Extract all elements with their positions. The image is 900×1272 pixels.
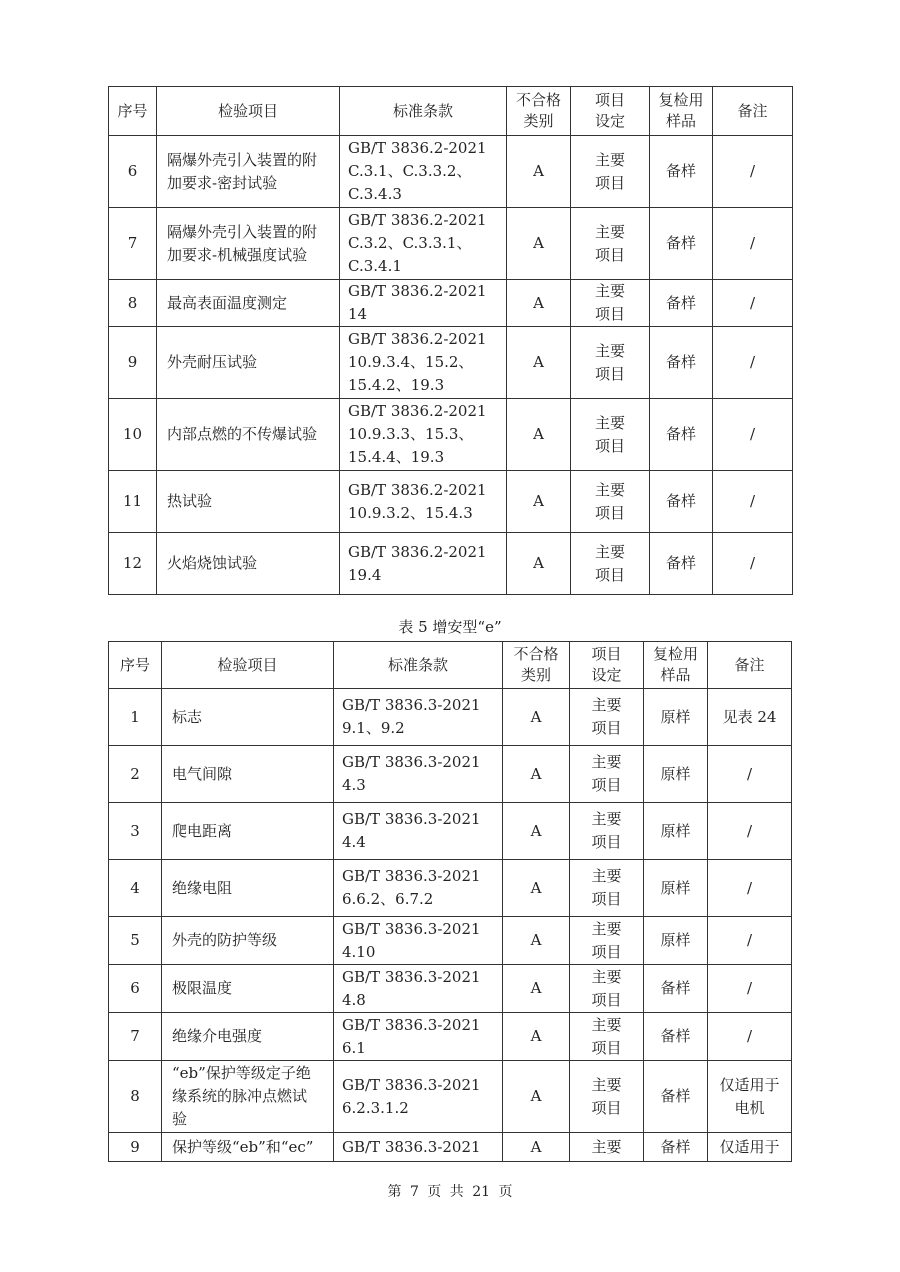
cell-remark: / <box>708 917 792 965</box>
table-row <box>109 689 792 746</box>
table-row <box>109 280 793 327</box>
cell-item: 保护等级“eb”和“ec” <box>162 1133 334 1162</box>
cell-seq: 5 <box>109 917 162 965</box>
header-sample: 复检用 样品 <box>650 87 713 136</box>
cell-sample: 备样 <box>650 208 713 280</box>
cell-standard: GB/T 3836.2-2021 10.9.3.2、15.4.3 <box>340 471 507 533</box>
cell-item: 最高表面温度测定 <box>157 280 340 327</box>
header-setting: 项目 设定 <box>571 87 650 136</box>
cell-seq: 7 <box>109 208 157 280</box>
cell-sample: 原样 <box>644 803 708 860</box>
cell-setting: 主要 项目 <box>570 917 644 965</box>
cell-sample: 备样 <box>650 136 713 208</box>
cell-remark: / <box>713 280 793 327</box>
cell-setting: 主要 项目 <box>570 746 644 803</box>
cell-setting: 主要 项目 <box>571 208 650 280</box>
cell-setting: 主要 项目 <box>571 533 650 595</box>
cell-setting: 主要 项目 <box>570 803 644 860</box>
cell-setting: 主要 项目 <box>571 327 650 399</box>
cell-standard: GB/T 3836.3-2021 4.4 <box>334 803 503 860</box>
cell-sample: 备样 <box>644 1133 708 1162</box>
cell-item: 绝缘介电强度 <box>162 1013 334 1061</box>
cell-item: 标志 <box>162 689 334 746</box>
cell-category: A <box>507 533 571 595</box>
cell-seq: 11 <box>109 471 157 533</box>
cell-seq: 12 <box>109 533 157 595</box>
cell-seq: 9 <box>109 1133 162 1162</box>
cell-standard: GB/T 3836.3-2021 4.8 <box>334 965 503 1013</box>
header-seq: 序号 <box>109 642 162 689</box>
table-row <box>109 399 793 471</box>
cell-sample: 备样 <box>650 533 713 595</box>
cell-remark: / <box>708 965 792 1013</box>
cell-item: 隔爆外壳引入装置的附 加要求-机械强度试验 <box>157 208 340 280</box>
table-row <box>109 208 793 280</box>
cell-category: A <box>503 1133 570 1162</box>
cell-seq: 3 <box>109 803 162 860</box>
cell-seq: 1 <box>109 689 162 746</box>
table-header-row <box>109 87 793 136</box>
cell-setting: 主要 项目 <box>571 471 650 533</box>
cell-standard: GB/T 3836.3-2021 6.6.2、6.7.2 <box>334 860 503 917</box>
cell-standard: GB/T 3836.2-2021 10.9.3.4、15.2、 15.4.2、19.3 <box>340 327 507 399</box>
cell-setting: 主要 项目 <box>571 280 650 327</box>
cell-seq: 4 <box>109 860 162 917</box>
cell-remark: / <box>708 803 792 860</box>
cell-remark: / <box>713 136 793 208</box>
header-standard: 标准条款 <box>334 642 503 689</box>
cell-sample: 备样 <box>650 280 713 327</box>
cell-seq: 8 <box>109 1061 162 1133</box>
table-row <box>109 965 792 1013</box>
cell-category: A <box>503 860 570 917</box>
cell-category: A <box>503 689 570 746</box>
table-row <box>109 917 792 965</box>
cell-sample: 原样 <box>644 689 708 746</box>
cell-category: A <box>507 280 571 327</box>
cell-category: A <box>507 327 571 399</box>
cell-item: 隔爆外壳引入装置的附 加要求-密封试验 <box>157 136 340 208</box>
cell-category: A <box>507 136 571 208</box>
cell-item: 外壳的防护等级 <box>162 917 334 965</box>
table-row <box>109 1133 792 1162</box>
cell-category: A <box>503 803 570 860</box>
cell-setting: 主要 <box>570 1133 644 1162</box>
cell-seq: 10 <box>109 399 157 471</box>
cell-item: 极限温度 <box>162 965 334 1013</box>
cell-remark: / <box>708 746 792 803</box>
cell-sample: 备样 <box>644 965 708 1013</box>
cell-standard: GB/T 3836.3-2021 9.1、9.2 <box>334 689 503 746</box>
table-row <box>109 803 792 860</box>
cell-sample: 备样 <box>650 471 713 533</box>
cell-seq: 7 <box>109 1013 162 1061</box>
header-standard: 标准条款 <box>340 87 507 136</box>
cell-category: A <box>507 208 571 280</box>
cell-sample: 备样 <box>650 399 713 471</box>
cell-item: 热试验 <box>157 471 340 533</box>
cell-category: A <box>503 746 570 803</box>
cell-item: 爬电距离 <box>162 803 334 860</box>
header-item: 检验项目 <box>157 87 340 136</box>
cell-sample: 原样 <box>644 860 708 917</box>
cell-seq: 6 <box>109 965 162 1013</box>
cell-standard: GB/T 3836.2-2021 C.3.1、C.3.3.2、 C.3.4.3 <box>340 136 507 208</box>
header-remark: 备注 <box>713 87 793 136</box>
header-category: 不合格 类别 <box>503 642 570 689</box>
table-row <box>109 746 792 803</box>
page-footer: 第 7 页 共 21 页 <box>387 1184 513 1200</box>
cell-item: “eb”保护等级定子绝 缘系统的脉冲点燃试 验 <box>162 1061 334 1133</box>
cell-setting: 主要 项目 <box>570 860 644 917</box>
cell-standard: GB/T 3836.2-2021 10.9.3.3、15.3、 15.4.4、19.3 <box>340 399 507 471</box>
cell-seq: 6 <box>109 136 157 208</box>
table-flameproof-continued <box>108 86 793 595</box>
table5-caption: 表 5 增安型“e” <box>398 618 502 636</box>
cell-remark: / <box>713 327 793 399</box>
cell-item: 电气间隙 <box>162 746 334 803</box>
table-row <box>109 471 793 533</box>
table-row <box>109 1061 792 1133</box>
cell-item: 内部点燃的不传爆试验 <box>157 399 340 471</box>
table-row <box>109 533 793 595</box>
cell-remark: / <box>713 208 793 280</box>
cell-standard: GB/T 3836.2-2021 14 <box>340 280 507 327</box>
table-header-row <box>109 642 792 689</box>
cell-remark: / <box>713 399 793 471</box>
cell-remark: / <box>713 471 793 533</box>
cell-category: A <box>507 471 571 533</box>
cell-standard: GB/T 3836.2-2021 19.4 <box>340 533 507 595</box>
cell-setting: 主要 项目 <box>571 399 650 471</box>
cell-category: A <box>503 917 570 965</box>
cell-sample: 备样 <box>650 327 713 399</box>
cell-setting: 主要 项目 <box>570 1013 644 1061</box>
cell-sample: 原样 <box>644 746 708 803</box>
cell-setting: 主要 项目 <box>571 136 650 208</box>
cell-standard: GB/T 3836.3-2021 4.3 <box>334 746 503 803</box>
cell-remark: / <box>708 860 792 917</box>
cell-item: 外壳耐压试验 <box>157 327 340 399</box>
table-row <box>109 1013 792 1061</box>
cell-seq: 2 <box>109 746 162 803</box>
cell-standard: GB/T 3836.3-2021 4.10 <box>334 917 503 965</box>
cell-remark: / <box>713 533 793 595</box>
cell-category: A <box>507 399 571 471</box>
header-seq: 序号 <box>109 87 157 136</box>
cell-sample: 原样 <box>644 917 708 965</box>
cell-standard: GB/T 3836.3-2021 6.2.3.1.2 <box>334 1061 503 1133</box>
cell-seq: 8 <box>109 280 157 327</box>
cell-category: A <box>503 1013 570 1061</box>
cell-standard: GB/T 3836.2-2021 C.3.2、C.3.3.1、 C.3.4.1 <box>340 208 507 280</box>
cell-item: 火焰烧蚀试验 <box>157 533 340 595</box>
table-row <box>109 327 793 399</box>
table-row <box>109 136 793 208</box>
cell-remark: 仅适用于 <box>708 1133 792 1162</box>
cell-category: A <box>503 1061 570 1133</box>
table-row <box>109 860 792 917</box>
cell-item: 绝缘电阻 <box>162 860 334 917</box>
table-increased-safety <box>108 641 792 1162</box>
cell-setting: 主要 项目 <box>570 689 644 746</box>
cell-remark: / <box>708 1013 792 1061</box>
cell-seq: 9 <box>109 327 157 399</box>
cell-standard: GB/T 3836.3-2021 6.1 <box>334 1013 503 1061</box>
cell-setting: 主要 项目 <box>570 1061 644 1133</box>
cell-sample: 备样 <box>644 1013 708 1061</box>
cell-category: A <box>503 965 570 1013</box>
header-remark: 备注 <box>708 642 792 689</box>
header-sample: 复检用 样品 <box>644 642 708 689</box>
cell-sample: 备样 <box>644 1061 708 1133</box>
header-category: 不合格 类别 <box>507 87 571 136</box>
cell-remark: 仅适用于 电机 <box>708 1061 792 1133</box>
cell-remark: 见表 24 <box>708 689 792 746</box>
header-setting: 项目 设定 <box>570 642 644 689</box>
header-item: 检验项目 <box>162 642 334 689</box>
cell-standard: GB/T 3836.3-2021 <box>334 1133 503 1162</box>
cell-setting: 主要 项目 <box>570 965 644 1013</box>
